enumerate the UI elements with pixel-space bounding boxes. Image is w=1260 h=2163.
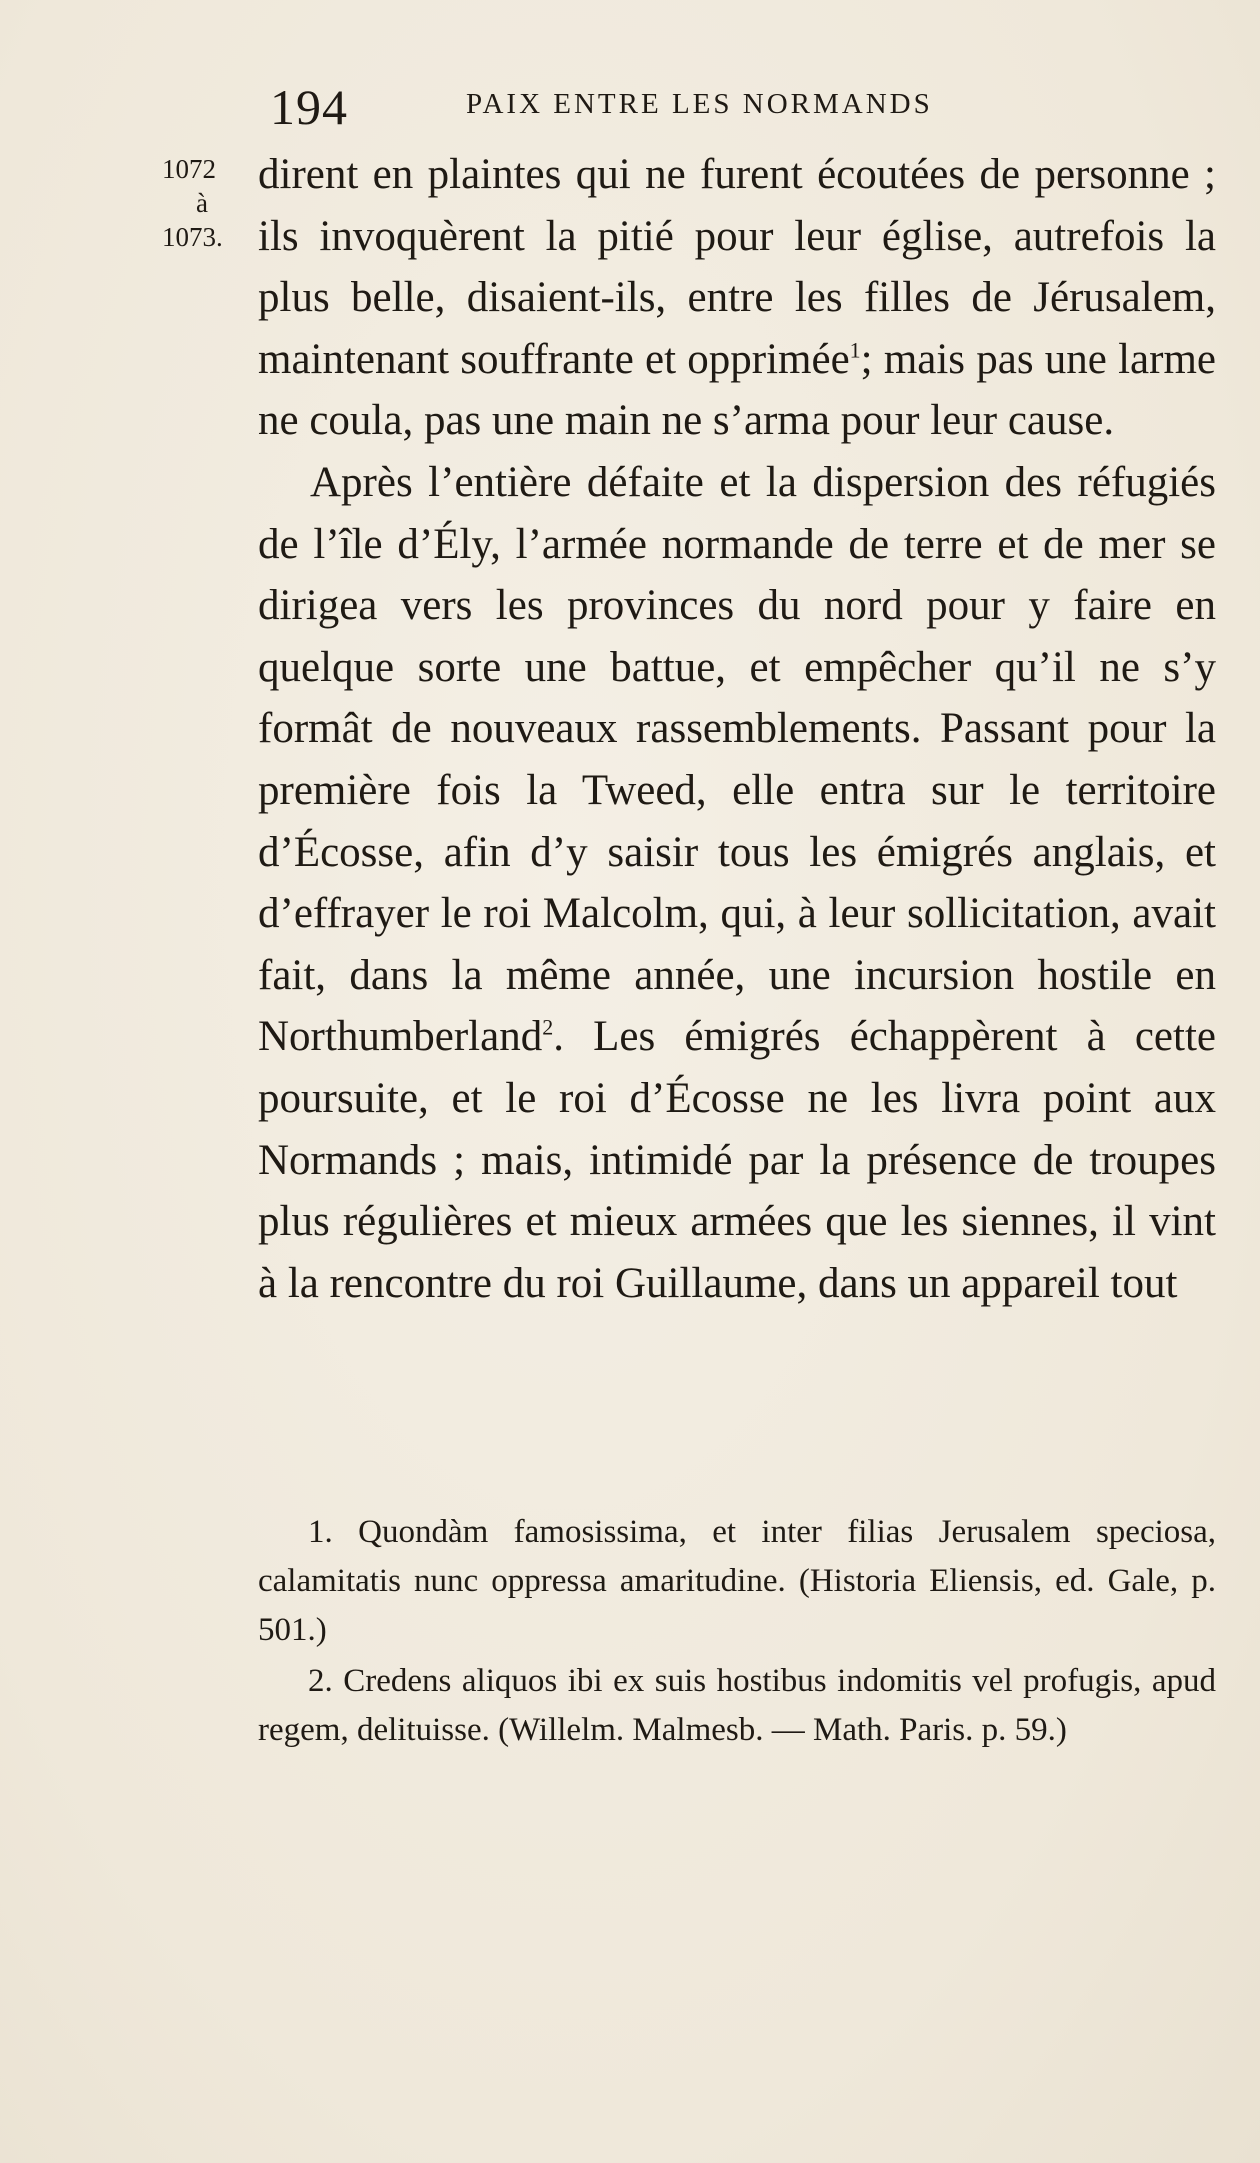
- paragraph-text: dirent en plaintes qui ne furent écoutées de personne ; ils invoquèrent la pitié pour leur église, autrefois la plus belle, disaient-ils, entre les filles de Jérusalem, maintenant souffrante et opprimée: [258, 151, 1216, 383]
- footnotes: [258, 1508, 1216, 1755]
- page-number: 194: [270, 79, 348, 135]
- footnote: [258, 1508, 1216, 1655]
- footnote-number: 2.: [308, 1663, 333, 1699]
- margin-date-separator: à: [196, 188, 208, 218]
- paragraph-text: ; mais pas une larme ne coula, pas une main ne s’arma pour leur cause.: [258, 335, 1216, 445]
- footnote-text: Quondàm famosissima, et inter filias Jerusalem speciosa, calamitatis nunc oppressa amaritudine. (Historia Eliensis, ed. Gale, p. 501.): [258, 1514, 1216, 1648]
- footnote-number: 1.: [308, 1514, 333, 1550]
- paragraph: [258, 452, 1216, 1314]
- paragraph-text: . Les émigrés échappèrent à cette poursuite, et le roi d’Écosse ne les livra point aux Normands ; mais, intimidé par la présence de troupes plus régulières et mieux armées que les siennes, il vint à la rencontre du roi Guillaume, dans un appareil tout: [258, 1013, 1216, 1307]
- footnote-reference: 2: [542, 1014, 554, 1040]
- paragraph-text: Après l’entière défaite et la dispersion des réfugiés de l’île d’Ély, l’armée normande de terre et de mer se dirigea vers les provinces du nord pour y faire en quelque sorte une battue, et empêcher qu’il ne s’y formât de nouveaux rassemblements. Passant pour la première fois la Tweed, elle entra sur le territoire d’Écosse, afin d’y saisir tous les émigrés anglais, et d’effrayer le roi Malcolm, qui, à leur sollicitation, avait fait, dans la même année, une incursion hostile en Northumberland: [258, 458, 1216, 1061]
- running-title: PAIX ENTRE LES NORMANDS: [466, 88, 933, 120]
- body-text: [258, 144, 1216, 1314]
- margin-date: [160, 152, 260, 254]
- footnote-reference: 1: [849, 337, 861, 363]
- footnote: [258, 1657, 1216, 1755]
- margin-date-start: 1072: [162, 154, 216, 184]
- paragraph: [258, 144, 1216, 452]
- footnote-text: Credens aliquos ibi ex suis hostibus indomitis vel profugis, apud regem, delituisse. (Willelm. Malmesb. — Math. Paris. p. 59.): [258, 1663, 1217, 1748]
- margin-date-end: 1073.: [162, 222, 223, 252]
- running-head: [270, 78, 1230, 138]
